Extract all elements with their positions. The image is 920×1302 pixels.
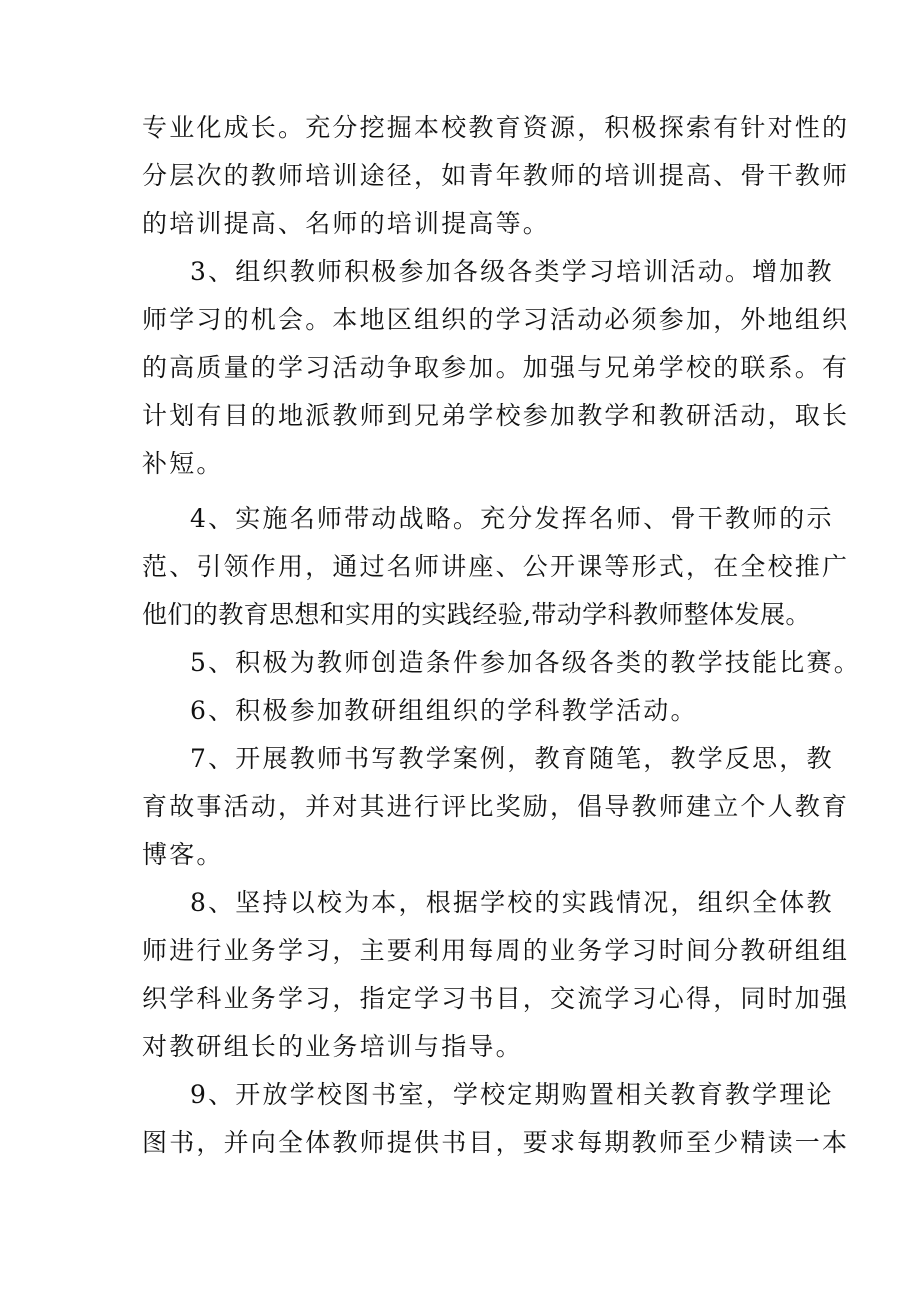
text-line: 的高质量的学习活动争取参加。加强与兄弟学校的联系。有 bbox=[142, 353, 850, 382]
text-line: 3、组织教师积极参加各级各类学习培训活动。增加教 bbox=[190, 257, 834, 286]
text-line: 5、积极为教师创造条件参加各级各类的教学技能比赛。 bbox=[190, 648, 861, 677]
text-line: 专业化成长。充分挖掘本校教育资源，积极探索有针对性的 bbox=[142, 113, 850, 142]
text-line: 补短。 bbox=[142, 449, 224, 478]
text-line: 师学习的机会。本地区组织的学习活动必须参加，外地组织 bbox=[142, 305, 850, 334]
text-line: 9、开放学校图书室，学校定期购置相关教育教学理论 bbox=[190, 1080, 834, 1109]
text-line: 6、积极参加教研组组织的学科教学活动。 bbox=[190, 696, 698, 725]
text-line: 织学科业务学习，指定学习书目，交流学习心得，同时加强 bbox=[142, 984, 850, 1013]
text-line: 的培训提高、名师的培训提高等。 bbox=[142, 209, 551, 238]
text-line: 4、实施名师带动战略。充分发挥名师、骨干教师的示 bbox=[190, 504, 834, 533]
text-line: 图书，并向全体教师提供书目，要求每期教师至少精读一本 bbox=[142, 1128, 850, 1157]
text-line: 分层次的教师培训途径，如青年教师的培训提高、骨干教师 bbox=[142, 161, 850, 190]
text-line: 范、引领作用，通过名师讲座、公开课等形式，在全校推广 bbox=[142, 552, 850, 581]
text-line: 8、坚持以校为本，根据学校的实践情况，组织全体教 bbox=[190, 888, 834, 917]
text-line: 7、开展教师书写教学案例，教育随笔，教学反思，教 bbox=[190, 744, 834, 773]
text-line: 计划有目的地派教师到兄弟学校参加教学和教研活动，取长 bbox=[142, 401, 850, 430]
text-line: 师进行业务学习，主要利用每周的业务学习时间分教研组组 bbox=[142, 936, 850, 965]
text-line: 博客。 bbox=[142, 840, 224, 869]
text-line: 对教研组长的业务培训与指导。 bbox=[142, 1032, 523, 1061]
text-line: 育故事活动，并对其进行评比奖励，倡导教师建立个人教育 bbox=[142, 792, 850, 821]
text-line: 他们的教育思想和实用的实践经验,带动学科教师整体发展。 bbox=[142, 600, 811, 629]
